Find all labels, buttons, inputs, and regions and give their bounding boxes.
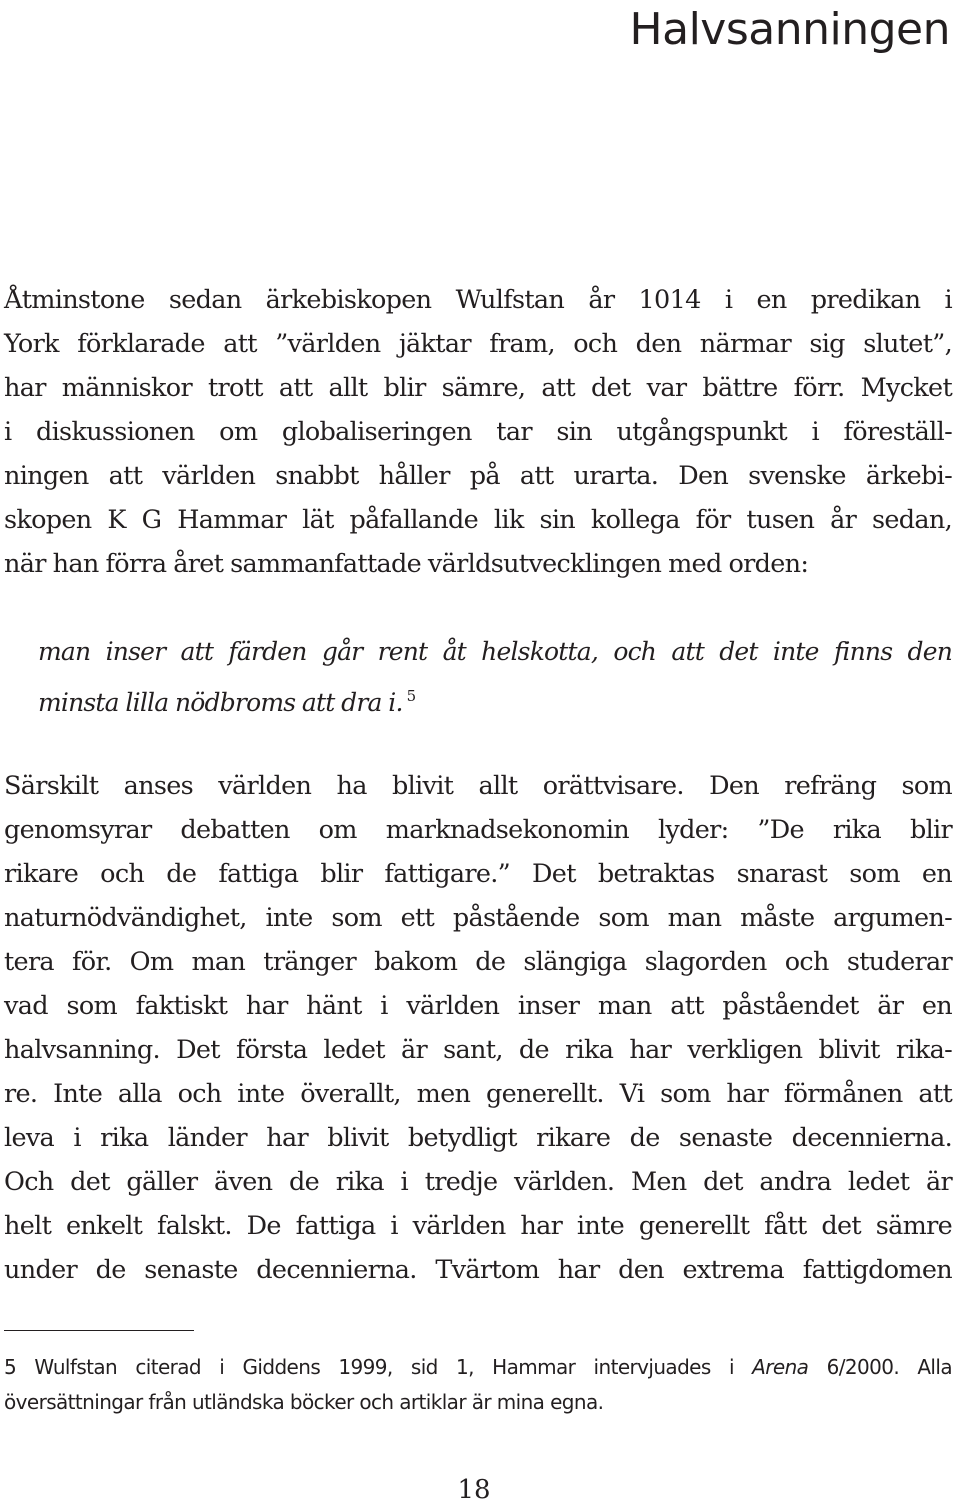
chapter-title: Halvsanningen [629, 4, 950, 55]
text-line: ningen att världen snabbt håller på att urarta. Den svenske ärkebi- [4, 461, 952, 491]
quote-line-last [38, 674, 952, 718]
text-line: naturnödvändighet, inte som ett påstående som man måste argumen- [4, 903, 952, 933]
text-line: vad som faktiskt har hänt i världen inser man att påståendet är en [4, 991, 952, 1021]
text-line: har människor trott att allt blir sämre, att det var bättre förr. Mycket [4, 373, 952, 403]
text-line: leva i rika länder har blivit betydligt rikare de senaste decennierna. [4, 1123, 952, 1153]
paragraph-intro [4, 278, 952, 586]
quote-text: minsta lilla nödbroms att dra i. [38, 688, 403, 717]
text-line: rikare och de fattiga blir fattigare.” Det betraktas snarast som en [4, 859, 952, 889]
footnote-line: översättningar från utländska böcker och artiklar är mina egna. [4, 1390, 604, 1414]
text-line: Och det gäller även de rika i tredje världen. Men det andra ledet är [4, 1167, 952, 1197]
text-line: helt enkelt falskt. De fattiga i världen har inte generellt fått det sämre [4, 1211, 952, 1241]
footnote-divider [4, 1330, 194, 1331]
text-line: i diskussionen om globaliseringen tar sin utgångspunkt i föreställ- [4, 417, 952, 447]
text-line: när han förra året sammanfattade världsutvecklingen med orden: [4, 549, 809, 579]
text-line: skopen K G Hammar lät påfallande lik sin kollega för tusen år sedan, [4, 505, 952, 535]
quote-line: man inser att färden går rent åt helskotta, och att det inte finns den [38, 637, 952, 666]
text-line: York förklarade att ”världen jäktar fram, och den närmar sig slutet”, [4, 329, 952, 359]
text-line: Särskilt anses världen ha blivit allt orättvisare. Den refräng som [4, 771, 952, 801]
text-line: halvsanning. Det första ledet är sant, de rika har verkligen blivit rika- [4, 1035, 952, 1065]
block-quote [38, 630, 952, 718]
footnote-text: 5 Wulfstan citerad i Giddens 1999, sid 1, Hammar intervjuades i [4, 1355, 753, 1379]
text-line: re. Inte alla och inte överallt, men generellt. Vi som har förmånen att [4, 1079, 952, 1109]
text-line: Åtminstone sedan ärkebiskopen Wulfstan år 1014 i en predikan i [4, 285, 952, 315]
footnote [4, 1350, 952, 1420]
footnote-reference[interactable]: 5 [406, 687, 416, 705]
text-line: under de senaste decennierna. Tvärtom har den extrema fattigdomen [4, 1255, 952, 1285]
footnote-publication: Arena [752, 1355, 809, 1379]
text-line: tera för. Om man tränger bakom de slängiga slagorden och studerar [4, 947, 952, 977]
paragraph-main [4, 764, 952, 1292]
footnote-text: 6/2000. Alla [808, 1355, 953, 1379]
page-number: 18 [457, 1475, 491, 1505]
footnote-line [4, 1350, 952, 1385]
text-line: genomsyrar debatten om marknadsekonomin lyder: ”De rika blir [4, 815, 952, 845]
